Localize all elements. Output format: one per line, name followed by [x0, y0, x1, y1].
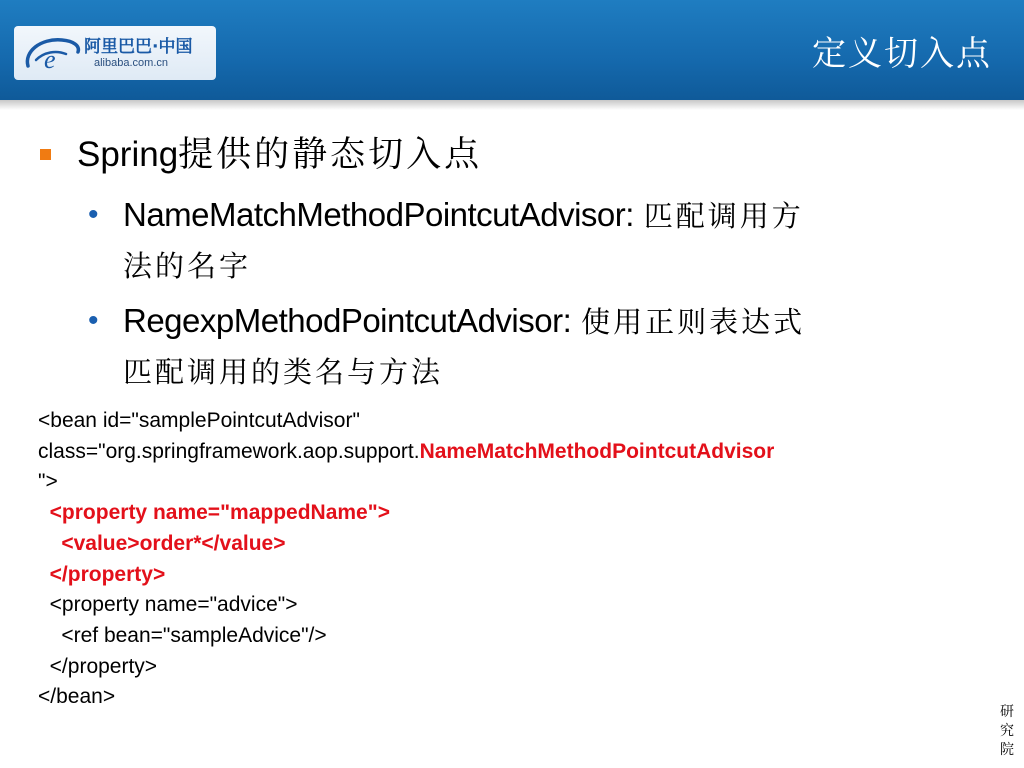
main-bullet-en: Spring — [77, 135, 179, 174]
sub-bullet-zh-line2: 匹配调用的类名与方法 — [123, 355, 444, 389]
svg-text:e: e — [44, 45, 56, 74]
corner-char: 究 — [1000, 723, 1014, 739]
main-bullet — [40, 135, 482, 175]
corner-label — [998, 703, 1016, 760]
sub-bullet-zh-line1: 使用正则表达式 — [581, 305, 806, 339]
code-line: <ref bean="sampleAdvice"/> — [38, 623, 327, 647]
code-highlight: NameMatchMethodPointcutAdvisor — [419, 439, 775, 463]
code-line-highlight: <property name="mappedName"> — [38, 501, 390, 525]
main-bullet-text — [77, 135, 482, 175]
sub-bullet-regexp — [88, 296, 968, 397]
dot-bullet-icon: • — [88, 304, 99, 337]
sub-bullet-namematch — [88, 190, 968, 291]
code-line: </property> — [38, 654, 158, 678]
sub-bullet-zh-line1: 匹配调用方 — [643, 199, 804, 233]
dot-bullet-icon: • — [88, 198, 99, 231]
sub-bullet-text — [123, 190, 968, 291]
alibaba-swoosh-icon — [22, 30, 86, 76]
alibaba-logo — [14, 26, 216, 80]
slide-title: 定义切入点 — [812, 34, 992, 74]
logo-url-text: alibaba.com.cn — [94, 57, 168, 69]
xml-code-block — [38, 406, 978, 713]
code-line-highlight: </property> — [38, 562, 166, 586]
code-line: </bean> — [38, 685, 116, 709]
code-line-highlight: <value>order*</value> — [38, 531, 286, 555]
code-text: class="org.springframework.aop.support. — [38, 439, 420, 463]
logo-chinese-text: 阿里巴巴·中国 — [84, 37, 193, 57]
sub-bullet-en: RegexpMethodPointcutAdvisor: — [123, 302, 572, 339]
main-bullet-zh: 提供的静态切入点 — [178, 135, 483, 175]
code-line — [38, 437, 978, 468]
title-bar-shadow — [0, 100, 1024, 110]
code-line: <bean id="samplePointcutAdvisor" — [38, 409, 360, 432]
code-line: "> — [38, 470, 58, 494]
sub-bullet-text — [123, 296, 968, 397]
code-line: <property name="advice"> — [38, 593, 298, 617]
sub-bullet-zh-line2: 法的名字 — [123, 249, 252, 283]
corner-char: 研 — [1000, 704, 1014, 720]
orange-square-bullet-icon — [40, 149, 51, 160]
corner-char: 院 — [1000, 742, 1014, 758]
sub-bullet-en: NameMatchMethodPointcutAdvisor: — [123, 196, 634, 233]
